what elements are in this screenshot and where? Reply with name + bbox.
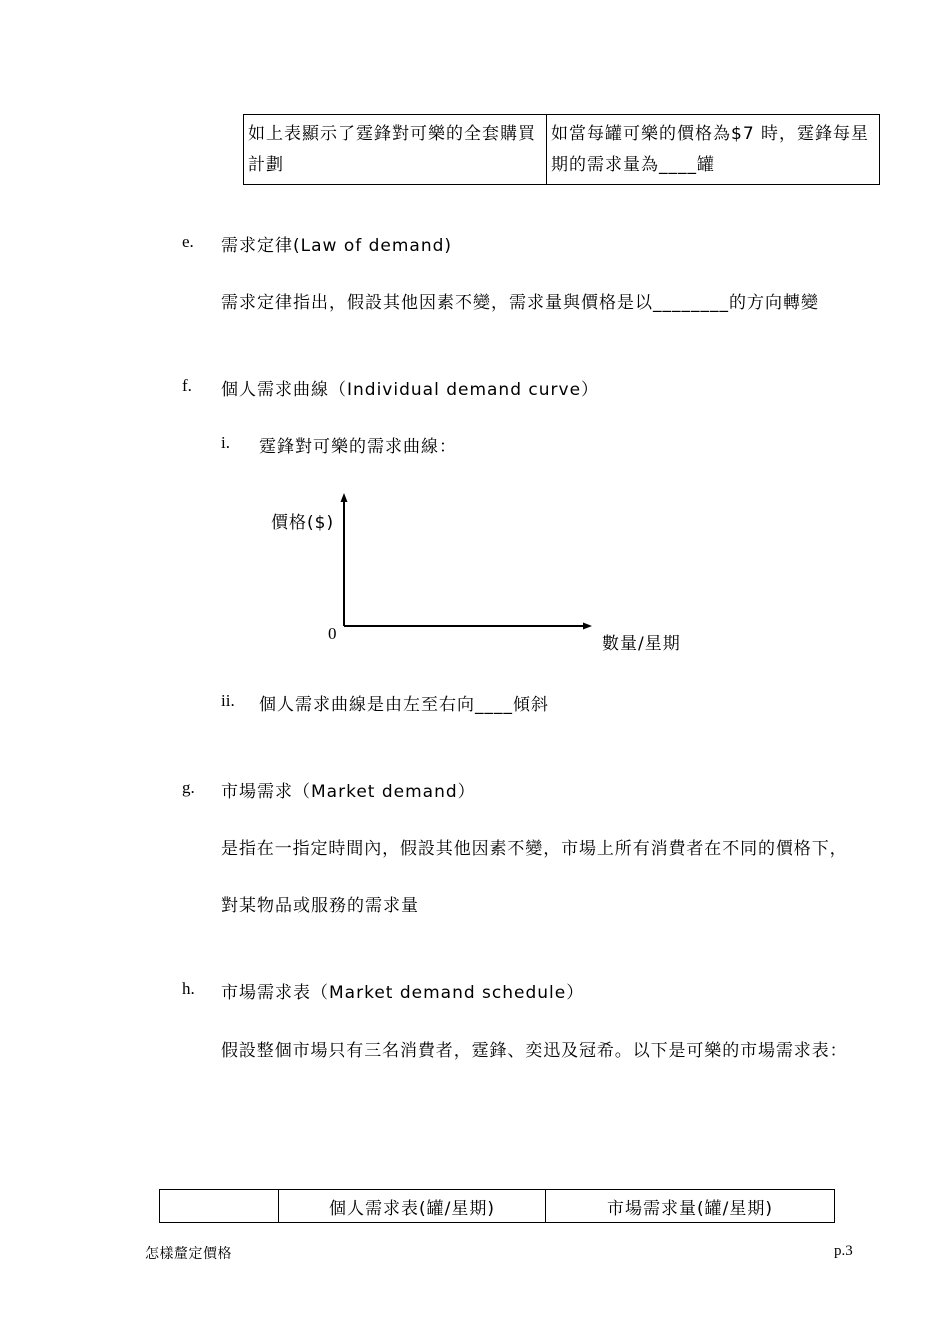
section-g-marker: g.	[182, 778, 195, 797]
item-ii-text: 個人需求曲線是由左至右向____傾斜	[259, 695, 549, 715]
item-i-text: 霆鋒對可樂的需求曲線：	[259, 437, 457, 457]
table-header-row	[160, 1190, 835, 1223]
section-g-heading: 市場需求（Market demand）	[221, 782, 476, 802]
section-e-heading: 需求定律(Law of demand)	[221, 236, 453, 256]
table-row	[244, 115, 880, 185]
header-market-demand: 市場需求量(罐/星期)	[546, 1190, 835, 1223]
item-i-marker: i.	[221, 433, 230, 452]
section-g-body-line1: 是指在一指定時間內，假設其他因素不變，市場上所有消費者在不同的價格下，	[221, 839, 848, 859]
section-h-body: 假設整個市場只有三名消費者，霆鋒、奕迅及冠希。以下是可樂的市場需求表：	[221, 1041, 848, 1061]
y-axis-arrow	[341, 493, 348, 502]
section-e-body: 需求定律指出，假設其他因素不變，需求量與價格是以________的方向轉變	[221, 293, 819, 313]
demand-graph-axes	[336, 490, 596, 632]
table-cell-left: 如上表顯示了霆鋒對可樂的全套購買計劃	[244, 115, 547, 185]
section-h-heading: 市場需求表（Market demand schedule）	[221, 983, 585, 1003]
section-g-body-line2: 對某物品或服務的需求量	[221, 896, 419, 916]
section-f-marker: f.	[182, 376, 192, 395]
header-cell-empty	[160, 1190, 279, 1223]
section-f-heading: 個人需求曲線（Individual demand curve）	[221, 380, 600, 400]
header-individual-demand: 個人需求表(罐/星期)	[279, 1190, 546, 1223]
market-demand-table	[159, 1189, 835, 1223]
purchase-plan-table	[243, 114, 880, 185]
footer-title: 怎樣釐定價格	[145, 1246, 232, 1262]
item-ii-marker: ii.	[221, 691, 235, 710]
x-axis-arrow	[583, 623, 592, 630]
page-number: p.3	[834, 1243, 853, 1259]
graph-origin-label: 0	[328, 624, 337, 643]
graph-y-label: 價格($)	[271, 513, 335, 533]
graph-x-label: 數量/星期	[602, 634, 681, 654]
table-cell-right: 如當每罐可樂的價格為$7 時，霆鋒每星期的需求量為____罐	[547, 115, 880, 185]
section-h-marker: h.	[182, 979, 195, 998]
section-e-marker: e.	[182, 232, 194, 251]
